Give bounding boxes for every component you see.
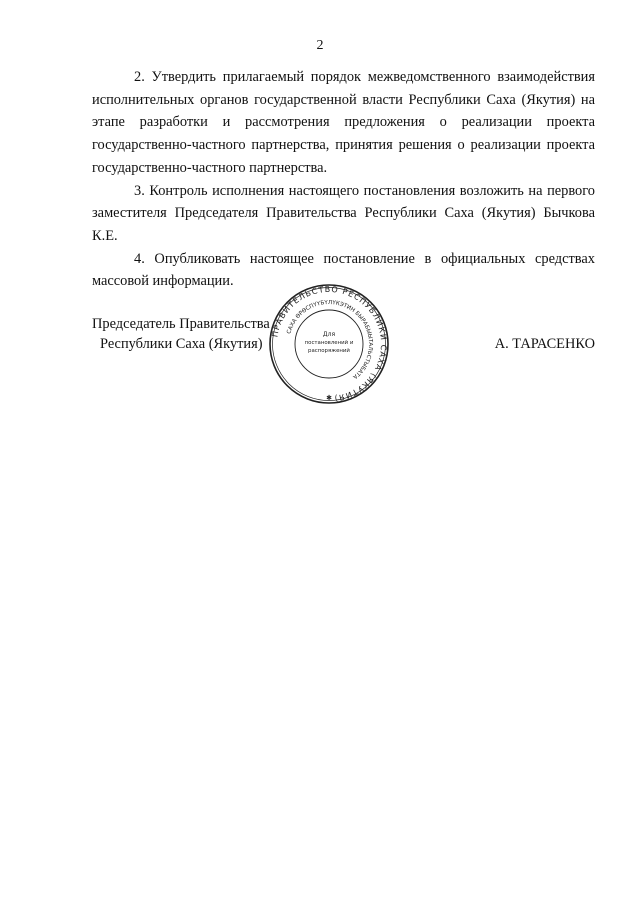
seal-graphic xyxy=(268,283,390,405)
official-seal-stamp xyxy=(268,283,390,405)
paragraph-control-execution: 3. Контроль исполнения настоящего постановления возложить на первого заместителя Председателя Правительства Республики Саха (Якутия) Бычкова К.Е. xyxy=(92,182,595,244)
seal-star-icon: ✱ xyxy=(326,394,332,402)
signatory-title xyxy=(92,314,270,354)
seal-inner-text: САХА ӨРӨСПҮҮБҮЛҮКЭТИН БЫРАБЫЫТАЛЬСТЫБАТА xyxy=(286,299,374,380)
paragraph-approve-procedure: 2. Утвердить прилагаемый порядок межведомственного взаимодействия исполнительных органов государственной власти Республики Саха (Якутия) на этапе разработки и рассмотрения предложения о реализации проекта государственно-частного партнерства, принятия решения о реализации проекта государственно-частного партнерства. xyxy=(92,69,595,176)
document-body xyxy=(92,66,595,293)
page-number: 2 xyxy=(316,38,324,53)
seal-center-line3: распоряжений xyxy=(308,348,350,354)
seal-center-line1: Для xyxy=(322,331,336,338)
signatory-title-line1: Председатель Правительства xyxy=(92,316,270,332)
signatory-name: А. ТАРАСЕНКО xyxy=(494,336,595,352)
seal-outer-text: ПРАВИТЕЛЬСТВО РЕСПУБЛИКИ САХА (ЯКУТИЯ) xyxy=(270,284,389,403)
paragraph-publish: 4. Опубликовать настоящее постановление в официальных средствах массовой информации. xyxy=(92,250,595,290)
seal-center-line2: постановлений и xyxy=(304,340,354,346)
signatory-title-line2: Республики Саха (Якутия) xyxy=(100,336,263,352)
